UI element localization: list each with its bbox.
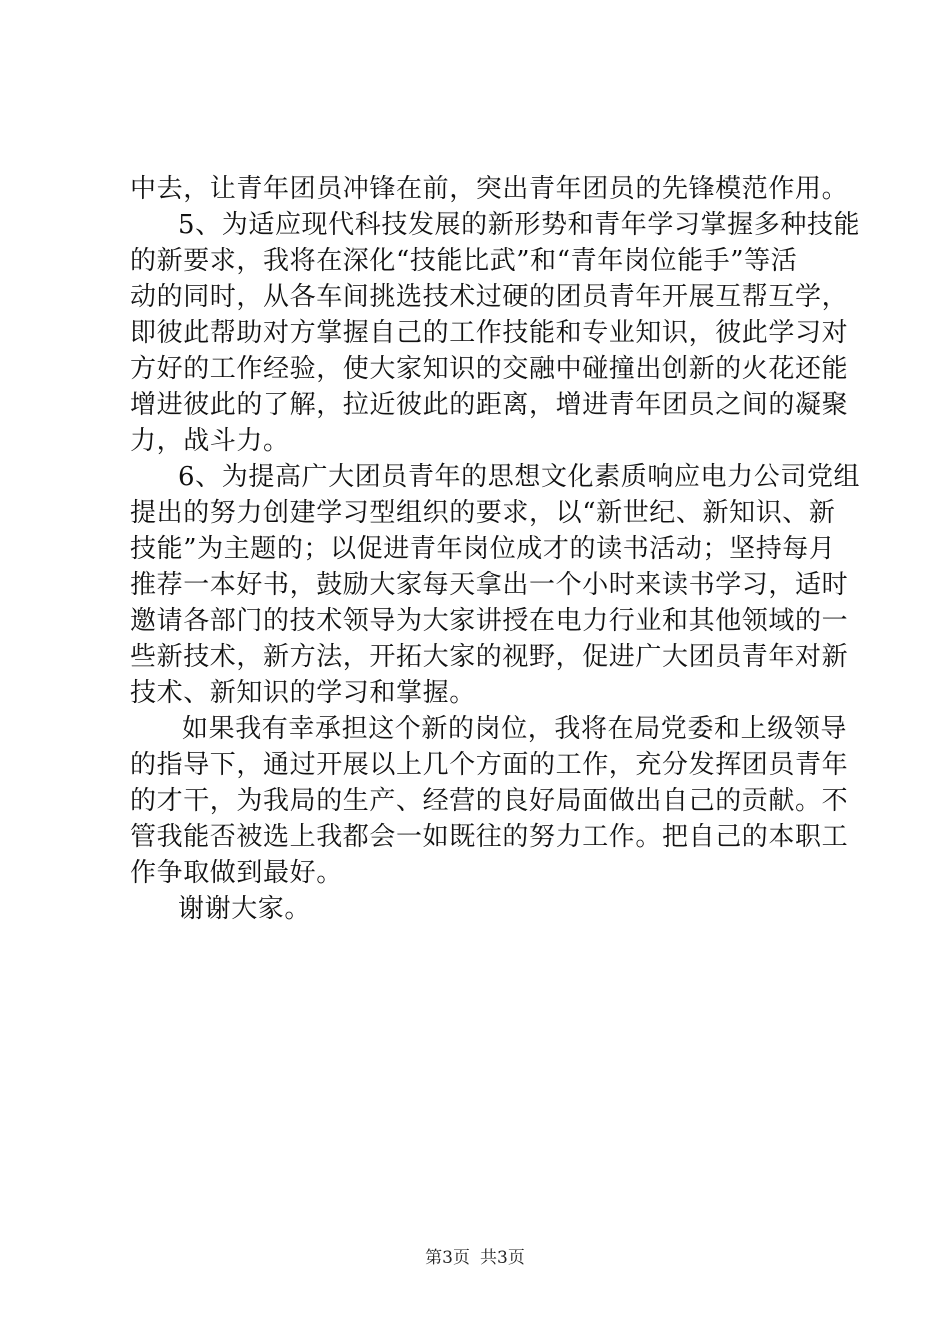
text-line: 推荐一本好书，鼓励大家每天拿出一个小时来读书学习，适时 (130, 570, 849, 600)
text-line: 作争取做到最好。 (130, 858, 343, 888)
text-line: 力，战斗力。 (130, 426, 290, 456)
page-number: 第3页 (425, 1248, 470, 1268)
text-line: 如果我有幸承担这个新的岗位，我将在局党委和上级领导 (182, 714, 848, 744)
text-line: 中去，让青年团员冲锋在前，突出青年团员的先锋模范作用。 (130, 174, 849, 204)
text-line: 增进彼此的了解，拉近彼此的距离，增进青年团员之间的凝聚 (130, 390, 849, 420)
text-line: 6、为提高广大团员青年的思想文化素质响应电力公司党组 (178, 462, 861, 492)
text-line: 即彼此帮助对方掌握自己的工作技能和专业知识，彼此学习对 (130, 318, 849, 348)
text-line: 5、为适应现代科技发展的新形势和青年学习掌握多种技能 (178, 210, 861, 240)
text-line: 的指导下，通过开展以上几个方面的工作，充分发挥团员青年 (130, 750, 849, 780)
text-line: 技术、新知识的学习和掌握。 (130, 678, 476, 708)
text-line: 谢谢大家。 (178, 894, 312, 924)
text-line: 提出的努力创建学习型组织的要求，以“新世纪、新知识、新 (130, 498, 836, 528)
text-line: 管我能否被选上我都会一如既往的努力工作。把自己的本职工 (130, 822, 849, 852)
text-line: 些新技术，新方法，开拓大家的视野，促进广大团员青年对新 (130, 642, 849, 672)
page-total: 共3页 (480, 1248, 525, 1268)
text-line: 动的同时，从各车间挑选技术过硬的团员青年开展互帮互学， (130, 282, 849, 312)
document-body (130, 171, 861, 927)
text-line: 方好的工作经验，使大家知识的交融中碰撞出创新的火花还能 (130, 354, 849, 384)
text-line: 的才干，为我局的生产、经营的良好局面做出自己的贡献。不 (130, 786, 849, 816)
text-line: 的新要求，我将在深化“技能比武”和“青年岗位能手”等活 (130, 246, 798, 276)
page-footer (0, 1243, 950, 1268)
text-line: 邀请各部门的技术领导为大家讲授在电力行业和其他领域的一 (130, 606, 849, 636)
text-line: 技能”为主题的；以促进青年岗位成才的读书活动；坚持每月 (130, 534, 836, 564)
